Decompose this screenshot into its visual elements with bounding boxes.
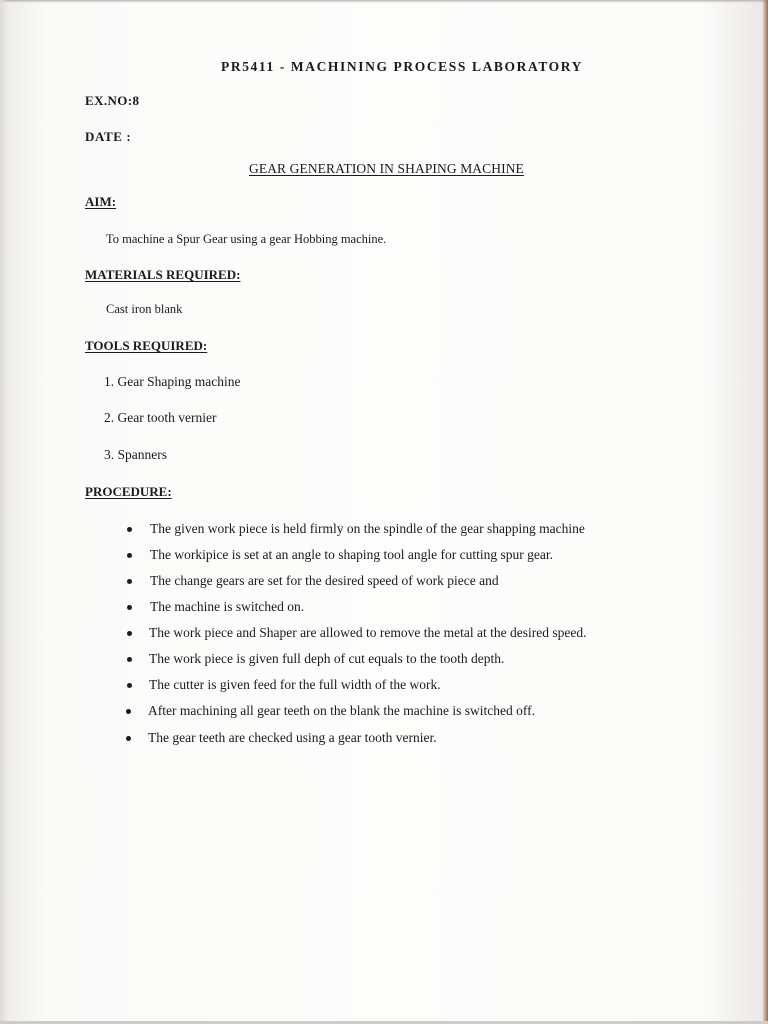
procedure-step: The machine is switched on. [150,599,305,614]
aim-text: To machine a Spur Gear using a gear Hobbing machine. [106,232,387,246]
tool-item: 2. Gear tooth vernier [104,410,217,425]
bullet-icon [126,736,131,741]
bullet-icon [126,709,131,714]
procedure-step: After machining all gear teeth on the blank the machine is switched off. [148,703,535,718]
bullet-icon [127,657,132,662]
date-label: DATE : [85,129,132,144]
procedure-step: The cutter is given feed for the full width of the work. [149,677,441,692]
procedure-step: The change gears are set for the desired speed of work piece and [150,573,499,588]
course-title: PR5411 - MACHINING PROCESS LABORATORY [221,59,584,74]
procedure-heading: PROCEDURE: [85,484,172,499]
paper-edge-right [762,0,768,1024]
procedure-step: The workipice is set at an angle to shaping tool angle for cutting spur gear. [150,547,554,562]
paper-edge-top [0,0,768,3]
procedure-step: The work piece is given full deph of cut equals to the tooth depth. [149,651,505,666]
tool-item: 1. Gear Shaping machine [104,374,241,389]
bullet-icon [127,579,132,584]
procedure-step: The work piece and Shaper are allowed to remove the metal at the desired speed. [149,625,587,640]
exercise-number: EX.NO:8 [85,93,140,108]
bullet-icon [127,605,132,610]
procedure-step: The gear teeth are checked using a gear tooth vernier. [148,730,437,745]
materials-heading: MATERIALS REQUIRED: [85,267,241,282]
bullet-icon [127,631,132,636]
bullet-icon [127,553,132,558]
paper-edge-left [0,0,8,1024]
aim-heading: AIM: [85,194,117,209]
procedure-step: The given work piece is held firmly on the spindle of the gear shapping machine [150,521,585,536]
tool-item: 3. Spanners [104,447,167,462]
document-title: GEAR GENERATION IN SHAPING MACHINE [249,161,524,176]
bullet-icon [127,527,132,532]
tools-heading: TOOLS REQUIRED: [85,338,208,353]
materials-text: Cast iron blank [106,302,183,316]
bullet-icon [127,683,132,688]
